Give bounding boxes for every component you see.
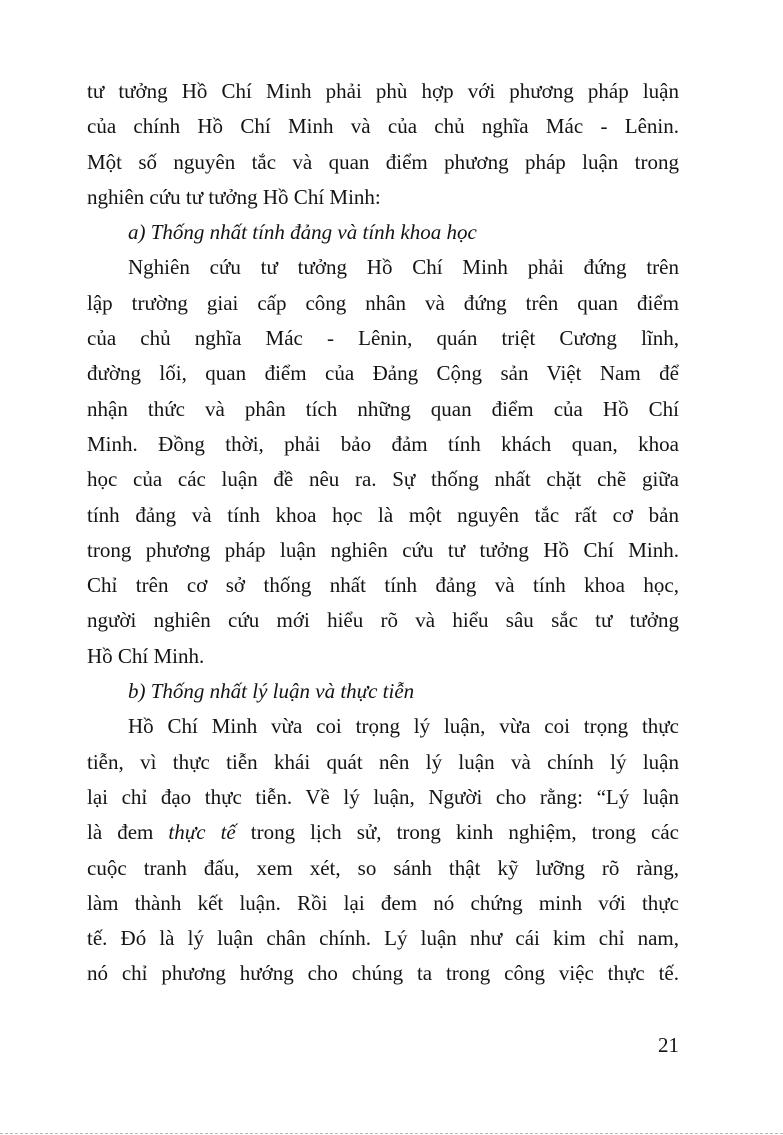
- scan-edge-divider: [0, 1133, 783, 1134]
- text-line: học của các luận đề nêu ra. Sự thống nhất chặt chẽ giữa: [87, 467, 679, 492]
- text-line: tính đảng và tính khoa học là một nguyên tắc rất cơ bản: [87, 502, 679, 527]
- text-line: Chỉ trên cơ sở thống nhất tính đảng và tính khoa học,: [87, 573, 679, 598]
- heading-text: b) Thống nhất lý luận và thực tiễn: [128, 679, 415, 704]
- text-line: người nghiên cứu mới hiểu rõ và hiểu sâu sắc tư tưởng: [87, 608, 679, 633]
- paragraph-section-a: [87, 250, 679, 674]
- text-line: trong phương pháp luận nghiên cứu tư tưởng Hồ Chí Minh.: [87, 537, 679, 562]
- text-line: tiễn, vì thực tiễn khái quát nên lý luận và chính lý luận: [87, 749, 679, 774]
- text-line: Minh. Đồng thời, phải bảo đảm tính khách quan, khoa: [87, 431, 679, 456]
- section-heading-a: [87, 215, 679, 250]
- text-line: Một số nguyên tắc và quan điểm phương pháp luận trong: [87, 149, 679, 174]
- text-line: Hồ Chí Minh.: [87, 643, 205, 668]
- text-line: đường lối, quan điểm của Đảng Cộng sản Việt Nam để: [87, 361, 679, 386]
- text-line: Nghiên cứu tư tưởng Hồ Chí Minh phải đứng trên: [128, 255, 679, 280]
- text-line: nghiên cứu tư tưởng Hồ Chí Minh:: [87, 184, 381, 209]
- text-line: cuộc tranh đấu, xem xét, so sánh thật kỹ lưỡng rõ ràng,: [87, 855, 679, 880]
- text-line: nhận thức và phân tích những quan điểm của Hồ Chí: [87, 396, 679, 421]
- text-line: làm thành kết luận. Rồi lại đem nó chứng minh với thực: [87, 890, 679, 915]
- section-heading-b: [87, 674, 679, 709]
- text-line: nó chỉ phương hướng cho chúng ta trong công việc thực tế.: [87, 961, 679, 986]
- emphasized-term: thực tế: [168, 820, 236, 845]
- text-line: của chính Hồ Chí Minh và của chủ nghĩa Mác - Lênin.: [87, 114, 679, 139]
- text-line: của chủ nghĩa Mác - Lênin, quán triệt Cương lĩnh,: [87, 326, 679, 351]
- page-body-text: [87, 74, 679, 992]
- text-line: lập trường giai cấp công nhân và đứng trên quan điểm: [87, 290, 679, 315]
- paragraph-continuation: [87, 74, 679, 215]
- heading-text: a) Thống nhất tính đảng và tính khoa học: [128, 220, 477, 245]
- text-line: lại chỉ đạo thực tiễn. Về lý luận, Người cho rằng: “Lý luận: [87, 784, 679, 809]
- text-line: tư tưởng Hồ Chí Minh phải phù hợp với phương pháp luận: [87, 79, 679, 103]
- text-line: tế. Đó là lý luận chân chính. Lý luận như cái kim chỉ nam,: [87, 926, 679, 951]
- paragraph-section-b: [87, 709, 679, 991]
- text-line: là đem thực tế trong lịch sử, trong kinh nghiệm, trong các: [87, 820, 679, 845]
- page-number: 21: [658, 1033, 679, 1057]
- text-line: Hồ Chí Minh vừa coi trọng lý luận, vừa coi trọng thực: [128, 714, 679, 739]
